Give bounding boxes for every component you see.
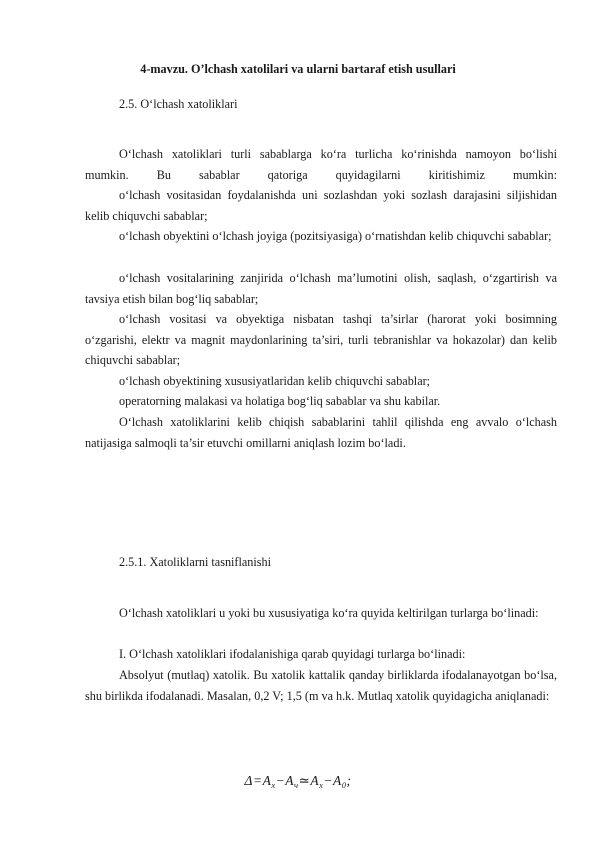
paragraph: o‘lchash vositalarining zanjirida o‘lchash ma’lumotini olish, saqlash, o‘zgartirish va tavsiya etish bilan bog‘liq sabablar; [85, 271, 557, 306]
formula-operator: − [323, 773, 333, 788]
formula-equals: = [252, 773, 263, 788]
section-heading: 2.5.1. Xatoliklarni tasniflanishi [119, 555, 271, 569]
paragraph: o‘lchash obyektining xususiyatlaridan kelib chiquvchi sabablar; [119, 374, 431, 388]
paragraph: O‘lchash xatoliklarini kelib chiqish sabablarini tahlil qilishda eng avvalo o‘lchash natijasiga salmoqli ta’sir etuvchi omillarni aniqlash lozim bo‘ladi. [85, 415, 557, 450]
paragraph: operatorning malakasi va holatiga bog‘liq sabablar va shu kabilar. [119, 394, 441, 408]
formula-operator: ≃ [298, 773, 311, 788]
formula-end: ; [346, 773, 352, 788]
paragraph: O‘lchash xatoliklari turli sabablarga ko‘ra turlicha ko‘rinishda namoyon bo‘lishi mumkin. Bu sabablar qatoriga quyidagilarni kiritishimiz mumkin: [85, 147, 557, 182]
paragraph: o‘lchash obyektini o‘lchash joyiga (pozitsiyasiga) o‘rnatishdan kelib chiquvchi sabablar; [119, 229, 552, 243]
absolute-error-formula [0, 773, 596, 790]
formula-term: A [333, 773, 342, 788]
formula-delta: Δ [244, 773, 253, 788]
formula-subscript: x [319, 780, 324, 790]
formula-subscript: 0 [341, 780, 347, 790]
paragraph: o‘lchash vositasi va obyektiga nisbatan tashqi ta’sirlar (harorat yoki bosimning o‘zgarishi, elektr va magnit maydonlarining ta’siri, turli tebranishlar va hokazolar) dan kelib chiquvchi sabablar; [85, 312, 557, 368]
formula-subscript: ч [293, 780, 299, 790]
paragraph: o‘lchash vositasidan foydalanishda uni sozlashdan yoki sozlash darajasini siljishidan kelib chiquvchi sabablar; [85, 188, 557, 223]
section-heading: 2.5. O‘lchash xatoliklari [119, 97, 238, 111]
formula-subscript: x [271, 780, 276, 790]
formula-operator: − [275, 773, 286, 788]
paragraph: Absolyut (mutlaq) xatolik. Bu xatolik kattalik qanday birliklarda ifodalanayotgan bo‘lsa, shu birlikda ifodalanadi. Masalan, 0,2 V; 1,5 (m va h.k. Mutlaq xatolik quyidagicha aniqlanadi: [85, 668, 557, 703]
page-title: 4-mavzu. O’lchash xatolilari va ularni bartaraf etish usullari [140, 62, 456, 76]
paragraph: I. O‘lchash xatoliklari ifodalanishiga qarab quyidagi turlarga bo‘linadi: [119, 647, 466, 661]
formula-term: A [310, 773, 320, 788]
formula-term: A [262, 773, 272, 788]
formula-term: A [285, 773, 294, 788]
paragraph: O‘lchash xatoliklari u yoki bu xususiyatiga ko‘ra quyida keltirilgan turlarga bo‘linadi: [119, 606, 539, 620]
